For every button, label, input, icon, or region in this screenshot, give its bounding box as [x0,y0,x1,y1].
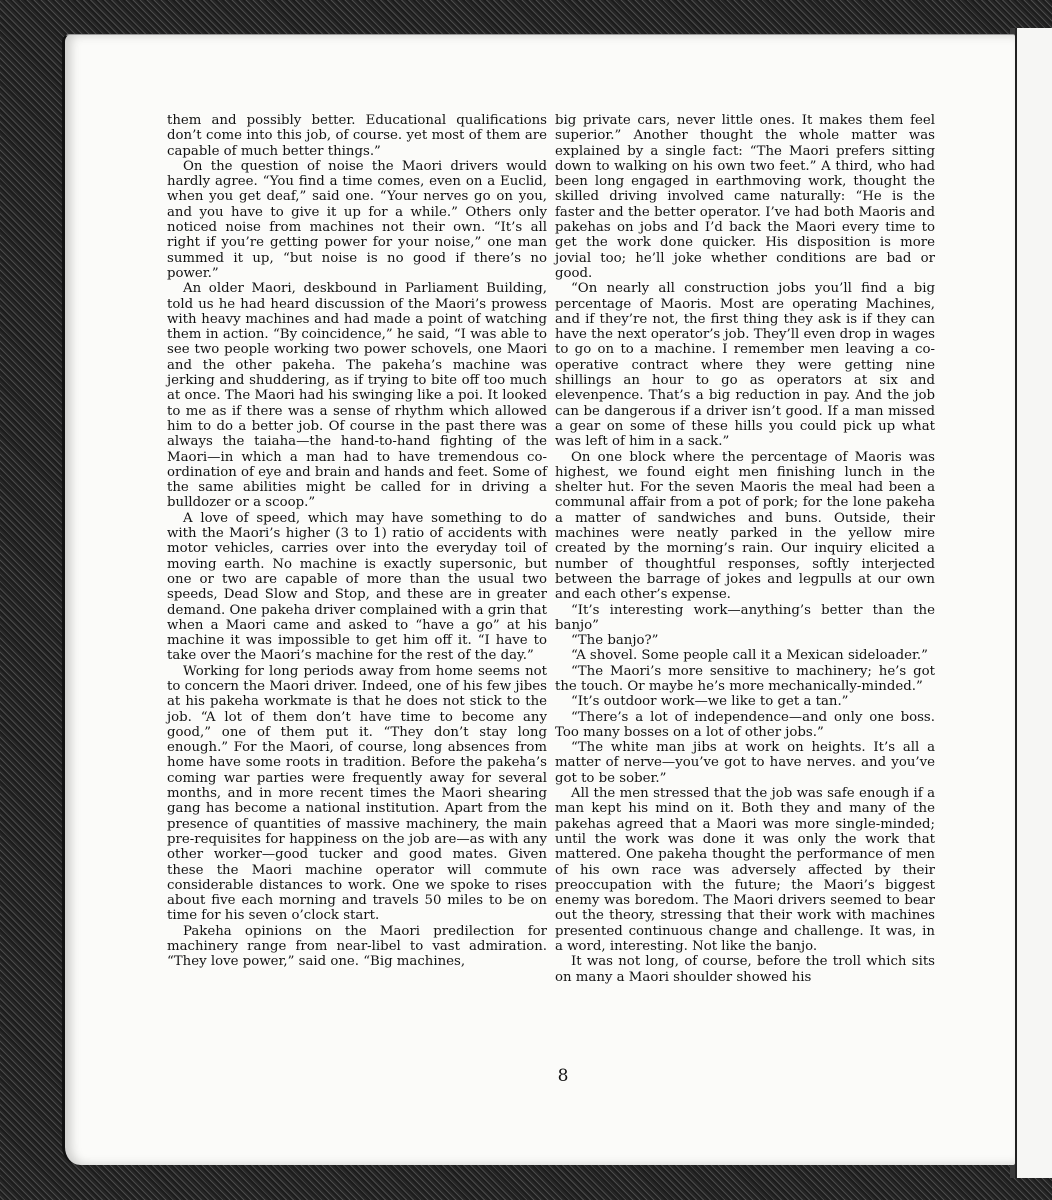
paragraph: “It’s outdoor work—we like to get a tan.” [571,694,849,710]
paragraph: “The banjo?” [571,633,659,649]
paragraph: An older Maori, deskbound in Parliament Building, told us he had heard discussion of the Maori’s prowess with heavy machines and had made a point of watching them in action. “By coincidence,” he said, “I was able to see two people working two power schovels, one Maori and the other pakeha. The pakeha’s machine was jerking and shuddering, as if trying to bite off too much at once. The Maori had his swinging like a poi. It looked to me as if there was a sense of rhythm which allowed him to do a better job. Of course in the past there was always the taiaha—the hand-to-hand fighting of the Maori—in which a man had to have tremendous co-ordination of eye and brain and hands and feet. Some of the same abilities might be called for in driving a bulldozer or a scoop.” [167,281,547,511]
paragraph: “A shovel. Some people call it a Mexican sideloader.” [571,648,928,664]
right-column [555,113,935,985]
paragraph: “There’s a lot of independence—and only one boss. Too many bosses on a lot of other jobs.” [555,709,935,740]
paragraph: On the question of noise the Maori drivers would hardly agree. “You find a time comes, even on a Euclid, when you get deaf,” said one. “Your nerves go on you, and you have to give it up for a while.” Others only noticed noise from machines not their own. “It’s all right if you’re getting power for your noise,” one man summed it up, “but noise is no good if there’s no power.” [167,158,547,281]
paragraph: It was not long, of course, before the troll which sits on many a Maori shoulder showed his [555,954,935,985]
facing-page-edge [1015,28,1052,1178]
paragraph: “The Maori’s more sensitive to machinery; he’s got the touch. Or maybe he’s more mechanically-minded.” [555,663,935,694]
paragraph: On one block where the percentage of Maoris was highest, we found eight men finishing lunch in the shelter hut. For the seven Maoris the meal had been a communal affair from a pot of pork; for the lone pakeha a matter of sandwiches and buns. Outside, their machines were neatly parked in the yellow mire created by the morning’s rain. Our inquiry elicited a number of thoughtful responses, softly interjected between the barrage of jokes and legpulls at our own and each other’s expense. [555,449,935,603]
paragraph: them and possibly better. Educational qualifications don’t come into this job, of course. yet most of them are capable of much better things.” [167,113,547,159]
paragraph: All the men stressed that the job was safe enough if a man kept his mind on it. Both they and many of the pakehas agreed that a Maori was more single-minded; until the work was done it was only the work that mattered. One pakeha thought the performance of men of his own race was adversely affected by their preoccupation with the future; the Maori’s biggest enemy was boredom. The Maori drivers seemed to bear out the theory, stressing that their work with machines presented continuous change and challenge. It was, in a word, interesting. Not like the banjo. [555,786,935,955]
paragraph: “The white man jibs at work on heights. It’s all a matter of nerve—you’ve got to have nerves. and you’ve got to be sober.” [555,740,935,786]
paragraph: “It’s interesting work—anything’s better than the banjo” [555,602,935,633]
paragraph: Working for long periods away from home seems not to concern the Maori driver. Indeed, one of his few jibes at his pakeha workmate is that he does not stick to the job. “A lot of them don’t have time to become any good,” one of them put it. “They don’t stay long enough.” For the Maori, of course, long absences from home have some roots in tradition. Before the pakeha’s coming war parties were frequently away for several months, and in more recent times the Maori shearing gang has become a national institution. Apart from the presence of quantities of massive machinery, the main pre-requisites for happiness on the job are—as with any other worker—good tucker and good mates. Given these the Maori machine operator will commute considerable distances to work. One we spoke to rises about five each morning and travels 50 miles to be on time for his seven o’clock start. [167,663,547,924]
page-number: 8 [557,1066,569,1086]
paragraph: Pakeha opinions on the Maori predilection for machinery range from near-libel to vast admiration. “They love power,” said one. “Big machines, [167,923,547,970]
left-column [167,113,547,970]
paragraph: “On nearly all construction jobs you’ll find a big percentage of Maoris. Most are operating Machines, and if they’re not, the first thing they ask is if they can have the next operator’s job. They’ll even drop in wages to go on to a machine. I remember men leaving a co-operative contract where they were getting nine shillings an hour to go as operators at six and elevenpence. That’s a big reduction in pay. And the job can be dangerous if a driver isn’t good. If a man missed a gear on some of these hills you could pick up what was left of him in a sack.” [555,281,935,450]
paragraph: A love of speed, which may have something to do with the Maori’s higher (3 to 1) ratio of accidents with motor vehicles, carries over into the everyday toil of moving earth. No machine is exactly supersonic, but one or two are capable of more than the usual two speeds, Dead Slow and Stop, and these are in greater demand. One pakeha driver complained with a grin that when a Maori came and asked to “have a go” at his machine it was impossible to get him off it. “I have to take over the Maori’s machine for the rest of the day.” [167,510,547,664]
paragraph: big private cars, never little ones. It makes them feel superior.” Another thought the whole matter was explained by a single fact: “The Maori prefers sitting down to walking on his own two feet.” A third, who had been long engaged in earthmoving work, thought the skilled driving involved came naturally: “He is the faster and the better operator. I’ve had both Maoris and pakehas on jobs and I’d back the Maori every time to get the work done quicker. His disposition is more jovial too; he’ll joke whether conditions are bad or good. [555,113,935,281]
